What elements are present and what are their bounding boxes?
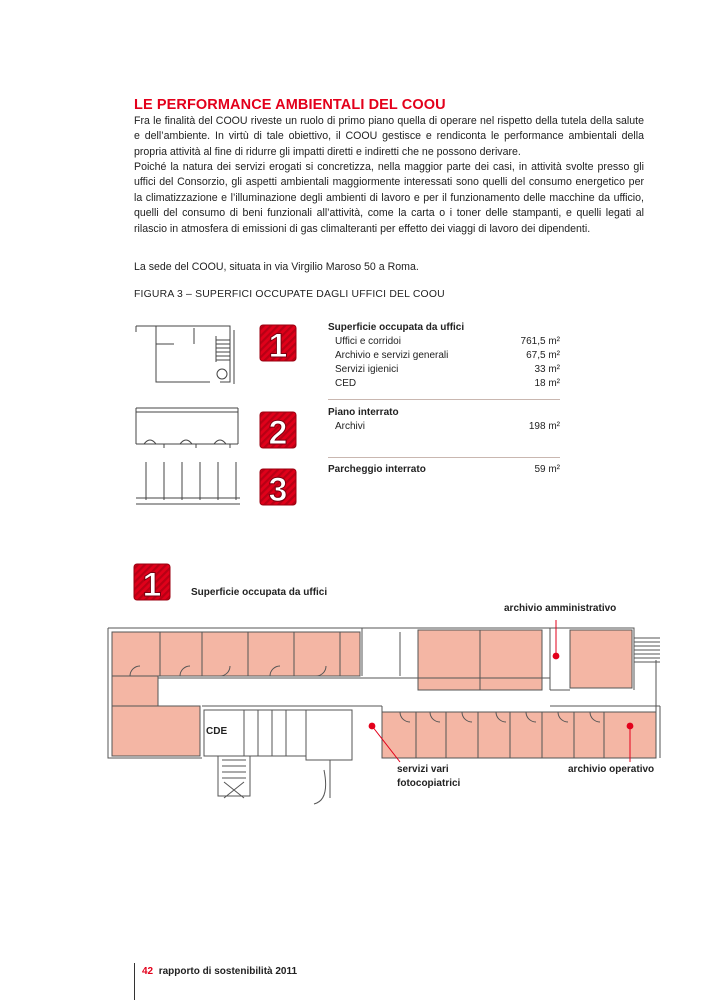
row-label: Servizi igienici xyxy=(335,364,399,375)
intro-paragraph: Fra le finalità del COOU riveste un ruolo di primo piano quella di operare nel rispetto della tutela della salute e dell’ambiente. In virtù di tale obiettivo, il COOU gestisce e rendiconta le performance ambientali della propria attività al fine di ridurre gli impatti diretti e indiretti che ne possono derivare. xyxy=(134,115,644,158)
floorplan-title: Superficie occupata da uffici xyxy=(191,587,328,598)
table-row xyxy=(335,350,560,364)
figure-title: FIGURA 3 – SUPERFICI OCCUPATE DAGLI UFFICI DEL COOU xyxy=(134,289,445,300)
row-label: Archivio e servizi generali xyxy=(335,350,449,361)
page-footer xyxy=(142,966,297,977)
label-archivio-operativo: archivio operativo xyxy=(568,764,655,775)
footer-title: rapporto di sostenibilità 2011 xyxy=(158,966,298,977)
location-paragraph: La sede del COOU, situata in via Virgilio Maroso 50 a Roma. xyxy=(134,261,419,273)
section-3-title: Parcheggio interrato xyxy=(328,464,426,475)
section-1-title: Superficie occupata da uffici xyxy=(328,322,465,333)
floorplan-badge-label: 1 xyxy=(142,566,162,604)
table-row xyxy=(335,378,560,392)
badge-2-icon xyxy=(258,410,300,452)
plan-thumbnail-offices xyxy=(134,322,244,392)
row-value: 198 m² xyxy=(528,421,560,432)
plan-thumbnail-parking xyxy=(134,460,244,516)
plan-thumbnail-basement xyxy=(134,404,244,454)
row-label: CED xyxy=(335,378,357,389)
row-value: 761,5 m² xyxy=(520,336,560,347)
row-label: Archivi xyxy=(335,421,366,432)
divider xyxy=(328,457,560,458)
footer-rule xyxy=(134,963,135,1000)
row-label: Uffici e corridoi xyxy=(335,336,401,347)
section-2-title: Piano interrato xyxy=(328,407,399,418)
badge-3-icon xyxy=(258,467,300,509)
table-row xyxy=(335,421,560,435)
body-paragraph: Poiché la natura dei servizi erogati si concretizza, nella maggior parte dei casi, in attività svolte presso gli uffici del Consorzio, gli aspetti ambientali maggiormente interessati sono quelli del consumo energetico per la climatizzazione e l’illuminazione degli ambienti di lavoro e per il funzionamento delle macchine da ufficio, quelli del consumo di beni funzionali all’attività, come la carta o i toner delle stampanti, e quelli legati al rilascio in atmosfera di emissioni di gas climalteranti per effetto dei viaggi di lavoro dei dipendenti. xyxy=(134,161,644,235)
badge-3-label: 3 xyxy=(268,471,288,509)
label-servizi-vari: servizi vari xyxy=(397,764,449,775)
label-cde: CDE xyxy=(206,726,228,737)
office-floorplan xyxy=(100,620,670,810)
badge-1-icon xyxy=(258,323,300,365)
row-value: 18 m² xyxy=(534,378,560,389)
label-archivio-amministrativo: archivio amministrativo xyxy=(504,603,617,614)
row-value: 33 m² xyxy=(534,364,560,375)
badge-2-label: 2 xyxy=(268,414,288,452)
table-row xyxy=(328,464,560,478)
table-row xyxy=(335,364,560,378)
divider xyxy=(328,399,560,400)
table-row xyxy=(335,336,560,350)
section-heading: LE PERFORMANCE AMBIENTALI DEL COOU xyxy=(134,97,446,113)
row-value: 67,5 m² xyxy=(526,350,560,361)
label-fotocopiatrici: fotocopiatrici xyxy=(397,778,461,789)
page-number: 42 xyxy=(142,966,154,977)
floorplan-badge-icon xyxy=(132,562,174,604)
badge-1-label: 1 xyxy=(268,327,288,365)
row-value: 59 m² xyxy=(534,464,560,475)
